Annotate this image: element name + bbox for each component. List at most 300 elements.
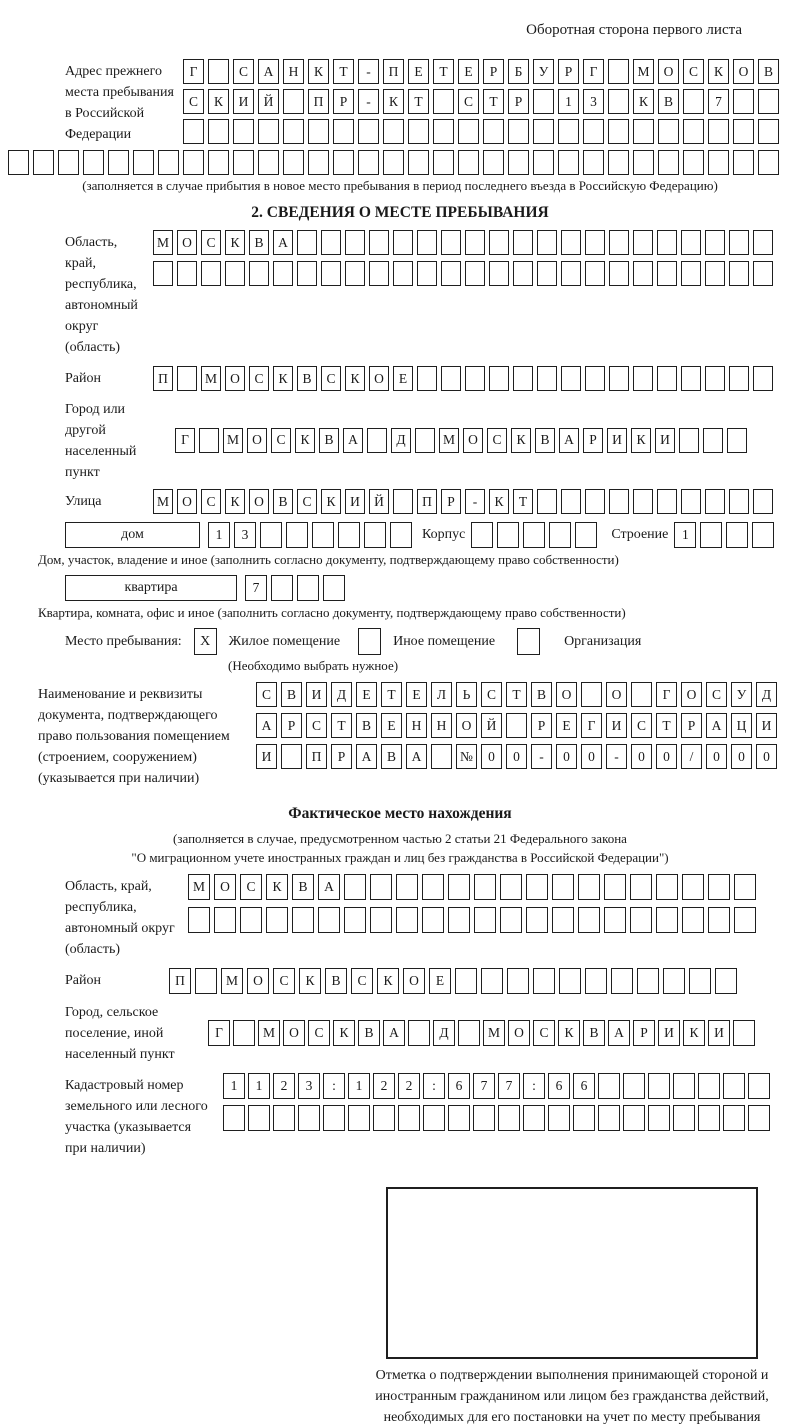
- char-cell: [507, 968, 529, 994]
- char-cell: [703, 428, 723, 453]
- char-cell: [729, 261, 749, 286]
- char-cell: С: [706, 682, 727, 707]
- char-cell: [658, 150, 679, 175]
- prev-address-row-1: [183, 59, 779, 84]
- char-cell: О: [403, 968, 425, 994]
- char-cell: [297, 575, 319, 601]
- char-cell: 0: [506, 744, 527, 769]
- option-other-premises-label: Иное помещение: [393, 633, 496, 649]
- char-cell: [683, 89, 704, 114]
- char-cell: [308, 119, 329, 144]
- char-cell: -: [358, 59, 379, 84]
- char-cell: [383, 119, 404, 144]
- district-row: [153, 366, 773, 391]
- char-cell: [561, 230, 581, 255]
- char-cell: С: [297, 489, 317, 514]
- stroenie-row: [674, 522, 774, 548]
- char-cell: [433, 150, 454, 175]
- char-cell: [657, 261, 677, 286]
- stamp-area: [352, 1187, 792, 1428]
- char-cell: [648, 1105, 670, 1131]
- char-cell: [513, 366, 533, 391]
- char-cell: О: [463, 428, 483, 453]
- char-cell: К: [377, 968, 399, 994]
- char-cell: [748, 1073, 770, 1099]
- char-cell: [581, 682, 602, 707]
- char-cell: [281, 744, 302, 769]
- char-cell: [657, 366, 677, 391]
- char-cell: [393, 261, 413, 286]
- stamp-box: [386, 1187, 758, 1359]
- char-cell: А: [406, 744, 427, 769]
- char-cell: [648, 1073, 670, 1099]
- char-cell: [727, 428, 747, 453]
- char-cell: К: [708, 59, 729, 84]
- char-cell: [705, 489, 725, 514]
- char-cell: [233, 1020, 255, 1046]
- char-cell: Р: [333, 89, 354, 114]
- char-cell: [753, 489, 773, 514]
- char-cell: М: [201, 366, 221, 391]
- char-cell: 7: [245, 575, 267, 601]
- char-cell: В: [292, 874, 314, 900]
- char-cell: [508, 150, 529, 175]
- char-cell: [283, 150, 304, 175]
- house-row: [208, 522, 412, 548]
- char-cell: В: [281, 682, 302, 707]
- char-cell: [297, 261, 317, 286]
- char-cell: [734, 874, 756, 900]
- char-cell: [83, 150, 104, 175]
- house-caption: Дом, участок, владение и иное (заполнить согласно документу, подтверждающему право собственности): [38, 552, 619, 567]
- char-cell: [630, 907, 652, 933]
- char-cell: Е: [556, 713, 577, 738]
- char-cell: Р: [281, 713, 302, 738]
- page-side-note: Оборотная сторона первого листа: [526, 22, 742, 38]
- char-cell: С: [308, 1020, 330, 1046]
- char-cell: [558, 150, 579, 175]
- char-cell: [506, 713, 527, 738]
- char-cell: [344, 874, 366, 900]
- char-cell: [705, 366, 725, 391]
- char-cell: [471, 522, 493, 548]
- char-cell: [408, 119, 429, 144]
- char-cell: Д: [391, 428, 411, 453]
- char-cell: О: [556, 682, 577, 707]
- char-cell: [656, 907, 678, 933]
- char-cell: А: [318, 874, 340, 900]
- char-cell: Т: [513, 489, 533, 514]
- prev-address-row-3: [183, 119, 779, 144]
- char-cell: С: [183, 89, 204, 114]
- char-cell: [708, 907, 730, 933]
- char-cell: К: [299, 968, 321, 994]
- char-cell: [474, 907, 496, 933]
- char-cell: О: [681, 682, 702, 707]
- char-cell: К: [683, 1020, 705, 1046]
- char-cell: Е: [406, 682, 427, 707]
- actual-location-caption-2: "О миграционном учете иностранных граждан и лиц без гражданства в Российской Федерации"): [131, 850, 669, 865]
- char-cell: Т: [483, 89, 504, 114]
- char-cell: [609, 489, 629, 514]
- char-cell: [549, 522, 571, 548]
- char-cell: [383, 150, 404, 175]
- region-row-2: [153, 261, 773, 286]
- char-cell: [598, 1073, 620, 1099]
- char-cell: 0: [656, 744, 677, 769]
- char-cell: [408, 1020, 430, 1046]
- char-cell: Й: [258, 89, 279, 114]
- char-cell: [441, 261, 461, 286]
- char-cell: 0: [556, 744, 577, 769]
- char-cell: И: [658, 1020, 680, 1046]
- char-cell: [681, 230, 701, 255]
- char-cell: К: [321, 489, 341, 514]
- char-cell: Л: [431, 682, 452, 707]
- char-cell: [726, 522, 748, 548]
- char-cell: [273, 1105, 295, 1131]
- char-cell: [723, 1073, 745, 1099]
- char-cell: С: [271, 428, 291, 453]
- char-cell: [133, 150, 154, 175]
- char-cell: [733, 1020, 755, 1046]
- char-cell: [630, 874, 652, 900]
- char-cell: [633, 230, 653, 255]
- char-cell: [408, 150, 429, 175]
- char-cell: [758, 89, 779, 114]
- char-cell: [683, 119, 704, 144]
- char-cell: С: [201, 230, 221, 255]
- char-cell: С: [273, 968, 295, 994]
- prev-address-row-4: [8, 150, 800, 175]
- char-cell: П: [306, 744, 327, 769]
- char-cell: А: [706, 713, 727, 738]
- prev-address-label: Адрес прежнего места пребывания в Российской Федерации: [65, 64, 174, 142]
- char-cell: [448, 874, 470, 900]
- char-cell: [700, 522, 722, 548]
- char-cell: [199, 428, 219, 453]
- char-cell: М: [153, 489, 173, 514]
- char-cell: И: [655, 428, 675, 453]
- char-cell: [497, 522, 519, 548]
- char-cell: [508, 119, 529, 144]
- char-cell: [417, 230, 437, 255]
- option-residential-label: Жилое помещение: [228, 633, 341, 649]
- city-label: Город или другой населенный пункт: [65, 402, 137, 480]
- char-cell: [458, 119, 479, 144]
- char-cell: 1: [558, 89, 579, 114]
- char-cell: [537, 489, 557, 514]
- char-cell: [225, 261, 245, 286]
- char-cell: Д: [433, 1020, 455, 1046]
- char-cell: [734, 907, 756, 933]
- cadastre-label: Кадастровый номер земельного или лесного участка (указывается при наличии): [65, 1078, 208, 1156]
- char-cell: №: [456, 744, 477, 769]
- street-row: [153, 489, 773, 514]
- char-cell: [208, 59, 229, 84]
- char-cell: В: [297, 366, 317, 391]
- char-cell: К: [633, 89, 654, 114]
- char-cell: А: [258, 59, 279, 84]
- prev-address-block: [65, 59, 800, 145]
- char-cell: [390, 522, 412, 548]
- char-cell: [723, 1105, 745, 1131]
- char-cell: [370, 907, 392, 933]
- street-label: Улица: [65, 494, 102, 509]
- char-cell: О: [214, 874, 236, 900]
- char-cell: Р: [633, 1020, 655, 1046]
- char-cell: М: [221, 968, 243, 994]
- char-cell: [364, 522, 386, 548]
- char-cell: К: [489, 489, 509, 514]
- char-cell: [533, 968, 555, 994]
- char-cell: [611, 968, 633, 994]
- char-cell: Г: [175, 428, 195, 453]
- char-cell: [345, 261, 365, 286]
- char-cell: [500, 907, 522, 933]
- stroenie-label: Строение: [611, 527, 669, 542]
- char-cell: [465, 261, 485, 286]
- char-cell: 6: [573, 1073, 595, 1099]
- char-cell: [248, 1105, 270, 1131]
- char-cell: [396, 874, 418, 900]
- char-cell: К: [208, 89, 229, 114]
- char-cell: [271, 575, 293, 601]
- char-cell: [604, 874, 626, 900]
- char-cell: [373, 1105, 395, 1131]
- char-cell: [733, 89, 754, 114]
- char-cell: Е: [429, 968, 451, 994]
- char-cell: [474, 874, 496, 900]
- char-cell: А: [559, 428, 579, 453]
- char-cell: [753, 261, 773, 286]
- char-cell: [283, 89, 304, 114]
- char-cell: С: [306, 713, 327, 738]
- fact-district-label: Район: [65, 973, 101, 988]
- char-cell: К: [345, 366, 365, 391]
- char-cell: [417, 261, 437, 286]
- char-cell: [258, 150, 279, 175]
- apartment-row: [245, 575, 345, 601]
- char-cell: [415, 428, 435, 453]
- document-block: [38, 682, 800, 789]
- char-cell: А: [343, 428, 363, 453]
- char-cell: Г: [208, 1020, 230, 1046]
- char-cell: [715, 968, 737, 994]
- char-cell: [637, 968, 659, 994]
- char-cell: [608, 89, 629, 114]
- char-cell: [433, 119, 454, 144]
- char-cell: 7: [708, 89, 729, 114]
- char-cell: Т: [433, 59, 454, 84]
- fact-city-label: Город, сельское поселение, иной населенный пункт: [65, 1005, 175, 1062]
- char-cell: В: [658, 89, 679, 114]
- char-cell: [682, 874, 704, 900]
- char-cell: П: [169, 968, 191, 994]
- char-cell: [393, 489, 413, 514]
- char-cell: [585, 968, 607, 994]
- char-cell: И: [606, 713, 627, 738]
- char-cell: [578, 874, 600, 900]
- char-cell: М: [483, 1020, 505, 1046]
- char-cell: [458, 1020, 480, 1046]
- char-cell: К: [558, 1020, 580, 1046]
- char-cell: [33, 150, 54, 175]
- char-cell: С: [256, 682, 277, 707]
- char-cell: И: [256, 744, 277, 769]
- char-cell: К: [273, 366, 293, 391]
- char-cell: С: [351, 968, 373, 994]
- char-cell: [633, 261, 653, 286]
- char-cell: [473, 1105, 495, 1131]
- char-cell: Н: [431, 713, 452, 738]
- char-cell: [481, 968, 503, 994]
- document-label: Наименование и реквизиты документа, подтверждающего право пользования помещением (строением, сооружением) (указывается при наличии): [38, 687, 230, 786]
- district-label: Район: [65, 371, 101, 386]
- char-cell: [526, 907, 548, 933]
- char-cell: Т: [381, 682, 402, 707]
- char-cell: [753, 230, 773, 255]
- char-cell: [609, 261, 629, 286]
- char-cell: 2: [273, 1073, 295, 1099]
- fact-district-row: [169, 968, 737, 994]
- fact-region-row-2: [188, 907, 756, 933]
- char-cell: [398, 1105, 420, 1131]
- char-cell: Г: [581, 713, 602, 738]
- char-cell: [548, 1105, 570, 1131]
- char-cell: [623, 1073, 645, 1099]
- char-cell: В: [273, 489, 293, 514]
- char-cell: [367, 428, 387, 453]
- char-cell: [585, 261, 605, 286]
- char-cell: И: [306, 682, 327, 707]
- char-cell: М: [258, 1020, 280, 1046]
- char-cell: Е: [408, 59, 429, 84]
- char-cell: 1: [223, 1073, 245, 1099]
- char-cell: В: [319, 428, 339, 453]
- char-cell: М: [633, 59, 654, 84]
- char-cell: К: [333, 1020, 355, 1046]
- char-cell: [214, 907, 236, 933]
- char-cell: [292, 907, 314, 933]
- street-block: [65, 489, 800, 514]
- char-cell: [753, 366, 773, 391]
- char-cell: [633, 119, 654, 144]
- char-cell: И: [233, 89, 254, 114]
- char-cell: [537, 230, 557, 255]
- char-cell: 6: [448, 1073, 470, 1099]
- char-cell: 3: [234, 522, 256, 548]
- char-cell: С: [533, 1020, 555, 1046]
- char-cell: [552, 907, 574, 933]
- char-cell: [552, 874, 574, 900]
- char-cell: [698, 1105, 720, 1131]
- char-cell: -: [531, 744, 552, 769]
- char-cell: [455, 968, 477, 994]
- char-cell: [663, 968, 685, 994]
- char-cell: Е: [356, 682, 377, 707]
- char-cell: [729, 366, 749, 391]
- char-cell: [458, 150, 479, 175]
- char-cell: С: [481, 682, 502, 707]
- house-block: [65, 522, 800, 548]
- checkbox-organization: [517, 628, 540, 655]
- char-cell: 0: [756, 744, 777, 769]
- char-cell: К: [225, 489, 245, 514]
- char-cell: Н: [406, 713, 427, 738]
- char-cell: Н: [283, 59, 304, 84]
- char-cell: [748, 1105, 770, 1131]
- char-cell: [489, 366, 509, 391]
- checkbox-residential: X: [194, 628, 217, 655]
- cadastre-row-2: [223, 1105, 770, 1131]
- char-cell: Р: [331, 744, 352, 769]
- char-cell: [575, 522, 597, 548]
- char-cell: [333, 119, 354, 144]
- char-cell: М: [439, 428, 459, 453]
- char-cell: [448, 1105, 470, 1131]
- document-row-3: [256, 744, 777, 769]
- stay-type-caption: (Необходимо выбрать нужное): [228, 658, 399, 673]
- char-cell: [465, 230, 485, 255]
- char-cell: [273, 261, 293, 286]
- document-row-1: [256, 682, 777, 707]
- fact-city-block: [65, 1000, 800, 1065]
- char-cell: [223, 1105, 245, 1131]
- char-cell: [348, 1105, 370, 1131]
- char-cell: [333, 150, 354, 175]
- char-cell: [195, 968, 217, 994]
- char-cell: [583, 150, 604, 175]
- char-cell: И: [607, 428, 627, 453]
- char-cell: О: [508, 1020, 530, 1046]
- char-cell: [559, 968, 581, 994]
- char-cell: К: [295, 428, 315, 453]
- char-cell: Е: [393, 366, 413, 391]
- char-cell: [321, 230, 341, 255]
- char-cell: 2: [373, 1073, 395, 1099]
- char-cell: О: [456, 713, 477, 738]
- char-cell: Й: [481, 713, 502, 738]
- char-cell: [266, 907, 288, 933]
- cadastre-block: [65, 1073, 800, 1159]
- char-cell: [108, 150, 129, 175]
- char-cell: [323, 1105, 345, 1131]
- char-cell: :: [423, 1073, 445, 1099]
- char-cell: И: [708, 1020, 730, 1046]
- char-cell: С: [249, 366, 269, 391]
- char-cell: 1: [674, 522, 696, 548]
- char-cell: [673, 1073, 695, 1099]
- char-cell: В: [325, 968, 347, 994]
- char-cell: [673, 1105, 695, 1131]
- char-cell: Д: [756, 682, 777, 707]
- apartment-caption: Квартира, комната, офис и иное (заполнить согласно документу, подтверждающему право собственности): [38, 605, 626, 620]
- char-cell: Р: [583, 428, 603, 453]
- char-cell: [758, 119, 779, 144]
- char-cell: В: [758, 59, 779, 84]
- korpus-label: Корпус: [422, 527, 466, 542]
- char-cell: -: [606, 744, 627, 769]
- city-row: [175, 428, 747, 453]
- char-cell: [283, 119, 304, 144]
- char-cell: К: [631, 428, 651, 453]
- char-cell: [537, 366, 557, 391]
- char-cell: В: [356, 713, 377, 738]
- char-cell: [183, 150, 204, 175]
- char-cell: 6: [548, 1073, 570, 1099]
- char-cell: 1: [348, 1073, 370, 1099]
